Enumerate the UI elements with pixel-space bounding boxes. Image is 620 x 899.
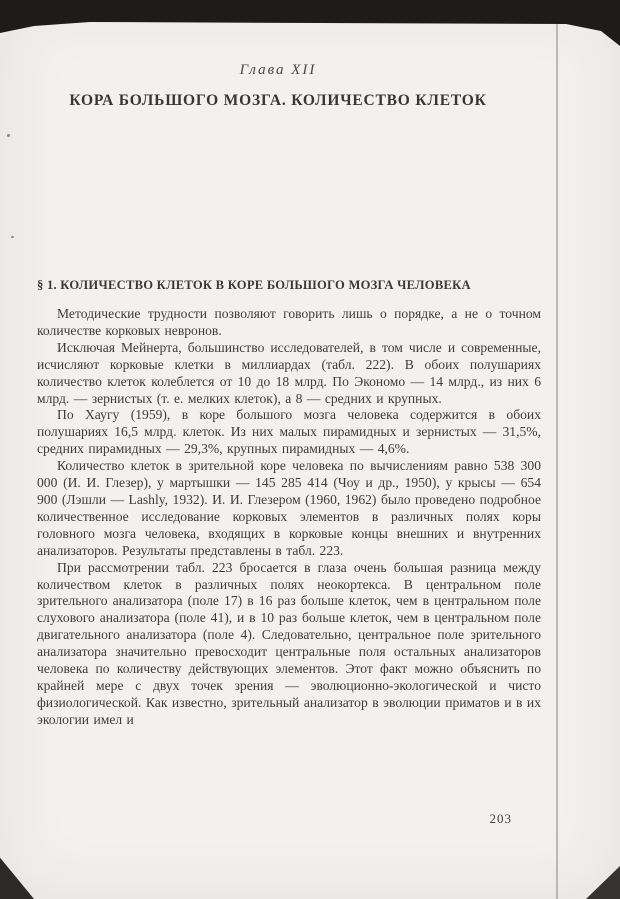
- paragraph: По Хаугу (1959), в коре большого мозга человека содержится в обоих полушариях 16,5 млрд. клеток. Из них малых пирамидных и зернистых — 31,5%, средних пирамидных — 29,3%, крупных пирамидных — 4,6%.: [37, 407, 541, 457]
- top-edge-shadow: [0, 0, 620, 50]
- page-number: 203: [489, 811, 512, 826]
- scan-speck: [7, 134, 10, 137]
- paragraph: Количество клеток в зрительной коре человека по вычислениям равно 538 300 000 (И. И. Глезер), у мартышки — 145 285 414 (Чоу и др., 1950), у крысы — 654 900 (Лэшли — Lashly, 1932). И. И. Глезером (1960, 1962) было проведено подробное количественное исследование корковых элементов в различных полях коры головного мозга человека, входящих в корковые концы внешних и внутренних анализаторов. Результаты представлены в табл. 223.: [37, 458, 541, 558]
- chapter-title: КОРА БОЛЬШОГО МОЗГА. КОЛИЧЕСТВО КЛЕТОК: [69, 92, 487, 109]
- section-heading: § 1. КОЛИЧЕСТВО КЛЕТОК В КОРЕ БОЛЬШОГО МОЗГА ЧЕЛОВЕКА: [37, 278, 471, 292]
- body-paragraphs: [37, 306, 541, 729]
- paragraph: Методические трудности позволяют говорить лишь о порядке, а не о точном количестве корковых невронов.: [37, 306, 541, 338]
- scan-speck: [11, 236, 14, 238]
- paragraph: При рассмотрении табл. 223 бросается в глаза очень большая разница между количеством клеток в различных полях неокортекса. В центральном поле зрительного анализатора (поле 17) в 16 раз больше клеток, чем в центральном поле слухового анализатора (поле 41), и в 10 раз больше клеток, чем в центральном поле двигательного анализатора (поле 4). Следовательно, центральное поле зрительного анализатора значительно превосходит центральные поля остальных анализаторов человека по количеству действующих элементов. Этот факт можно объяснить по крайней мере с двух точек зрения — эволюционно-экологической и чисто физиологической. Как известно, зрительный анализатор в эволюции приматов и в их экологии имел и: [37, 559, 541, 727]
- chapter-label: Глава XII: [239, 62, 317, 78]
- corner-shadow-bottom-left: [0, 854, 34, 899]
- book-page-edges: [556, 20, 620, 899]
- paragraph: Исключая Мейнерта, большинство исследователей, в том числе и современные, исчисляют корковые клетки в миллиардах (табл. 222). В обоих полушариях количество клеток колеблется от 10 до 18 млрд. По Экономо — 14 млрд., из них 6 млрд. — зернистых (т. е. мелких клеток), а 8 — средних и крупных.: [37, 339, 541, 406]
